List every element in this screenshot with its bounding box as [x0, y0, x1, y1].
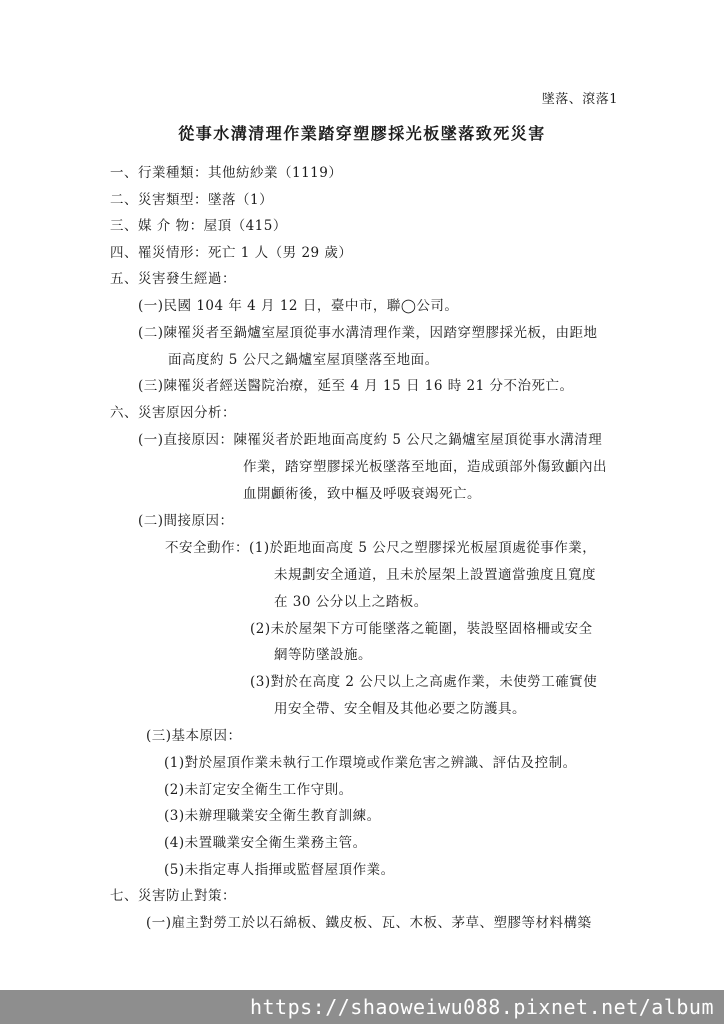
paragraph-line: (一)民國 104 年 4 月 12 日，臺中市，聯◯公司。: [138, 298, 459, 314]
paragraph-line: (一)直接原因：陳罹災者於距地面高度約 5 公尺之鍋爐室屋頂從事水溝清理: [138, 432, 603, 448]
paragraph-line: 用安全帶、安全帽及其他必要之防護具。: [274, 701, 526, 717]
paragraph-line: (二)間接原因：: [138, 513, 234, 529]
medium-line: 三、媒 介 物：屋頂（415）: [110, 218, 287, 234]
section-heading: 七、災害防止對策：: [110, 888, 236, 904]
paragraph-line: 在 30 公分以上之踏板。: [274, 594, 428, 610]
paragraph-line: 作業，踏穿塑膠採光板墜落至地面，造成頭部外傷致顱內出: [243, 459, 607, 475]
paragraph-line: 未規劃安全通道，且未於屋架上設置適當強度且寬度: [274, 567, 596, 583]
section-heading: 五、災害發生經過：: [110, 271, 236, 287]
section-tag: 墜落、滾落1: [541, 92, 618, 107]
disaster-type-line: 二、災害類型：墜落（1）: [110, 192, 274, 208]
document-title: 從事水溝清理作業踏穿塑膠採光板墜落致死災害: [178, 124, 546, 143]
paragraph-line: (2)未於屋架下方可能墜落之範圍，裝設堅固格柵或安全: [250, 621, 593, 637]
paragraph-line: (一)雇主對勞工於以石綿板、鐵皮板、瓦、木板、茅草、塑膠等材料構築: [146, 915, 592, 931]
paragraph-line: (3)未辦理職業安全衛生教育訓練。: [164, 808, 381, 824]
paragraph-line: 網等防墜設施。: [274, 647, 372, 663]
industry-type-line: 一、行業種類：其他紡紗業（1119）: [110, 165, 343, 181]
casualty-line: 四、罹災情形：死亡 1 人（男 29 歲）: [110, 245, 353, 261]
paragraph-line: (三)陳罹災者經送醫院治療，延至 4 月 15 日 16 時 21 分不治死亡。: [138, 378, 574, 394]
paragraph-line: (3)對於在高度 2 公尺以上之高處作業，未使勞工確實使: [250, 674, 598, 690]
watermark-url-bar: https://shaoweiwu088.pixnet.net/album: [0, 990, 724, 1024]
paragraph-line: (4)未置職業安全衛生業務主管。: [164, 835, 367, 851]
paragraph-line: 不安全動作：(1)於距地面高度 5 公尺之塑膠採光板屋頂處從事作業，: [165, 540, 597, 556]
paragraph-line: (三)基本原因：: [146, 728, 242, 744]
paragraph-line: (2)未訂定安全衛生工作守則。: [164, 782, 353, 798]
paragraph-line: (5)未指定專人指揮或監督屋頂作業。: [164, 862, 395, 878]
paragraph-line: (1)對於屋頂作業未執行工作環境或作業危害之辨識、評估及控制。: [164, 755, 577, 771]
paragraph-line: (二)陳罹災者至鍋爐室屋頂從事水溝清理作業，因踏穿塑膠採光板，由距地: [138, 325, 598, 341]
paragraph-line: 血開顱術後，致中樞及呼吸衰竭死亡。: [243, 486, 481, 502]
paragraph-line: 面高度約 5 公尺之鍋爐室屋頂墜落至地面。: [168, 352, 439, 368]
section-heading: 六、災害原因分析：: [110, 405, 236, 421]
